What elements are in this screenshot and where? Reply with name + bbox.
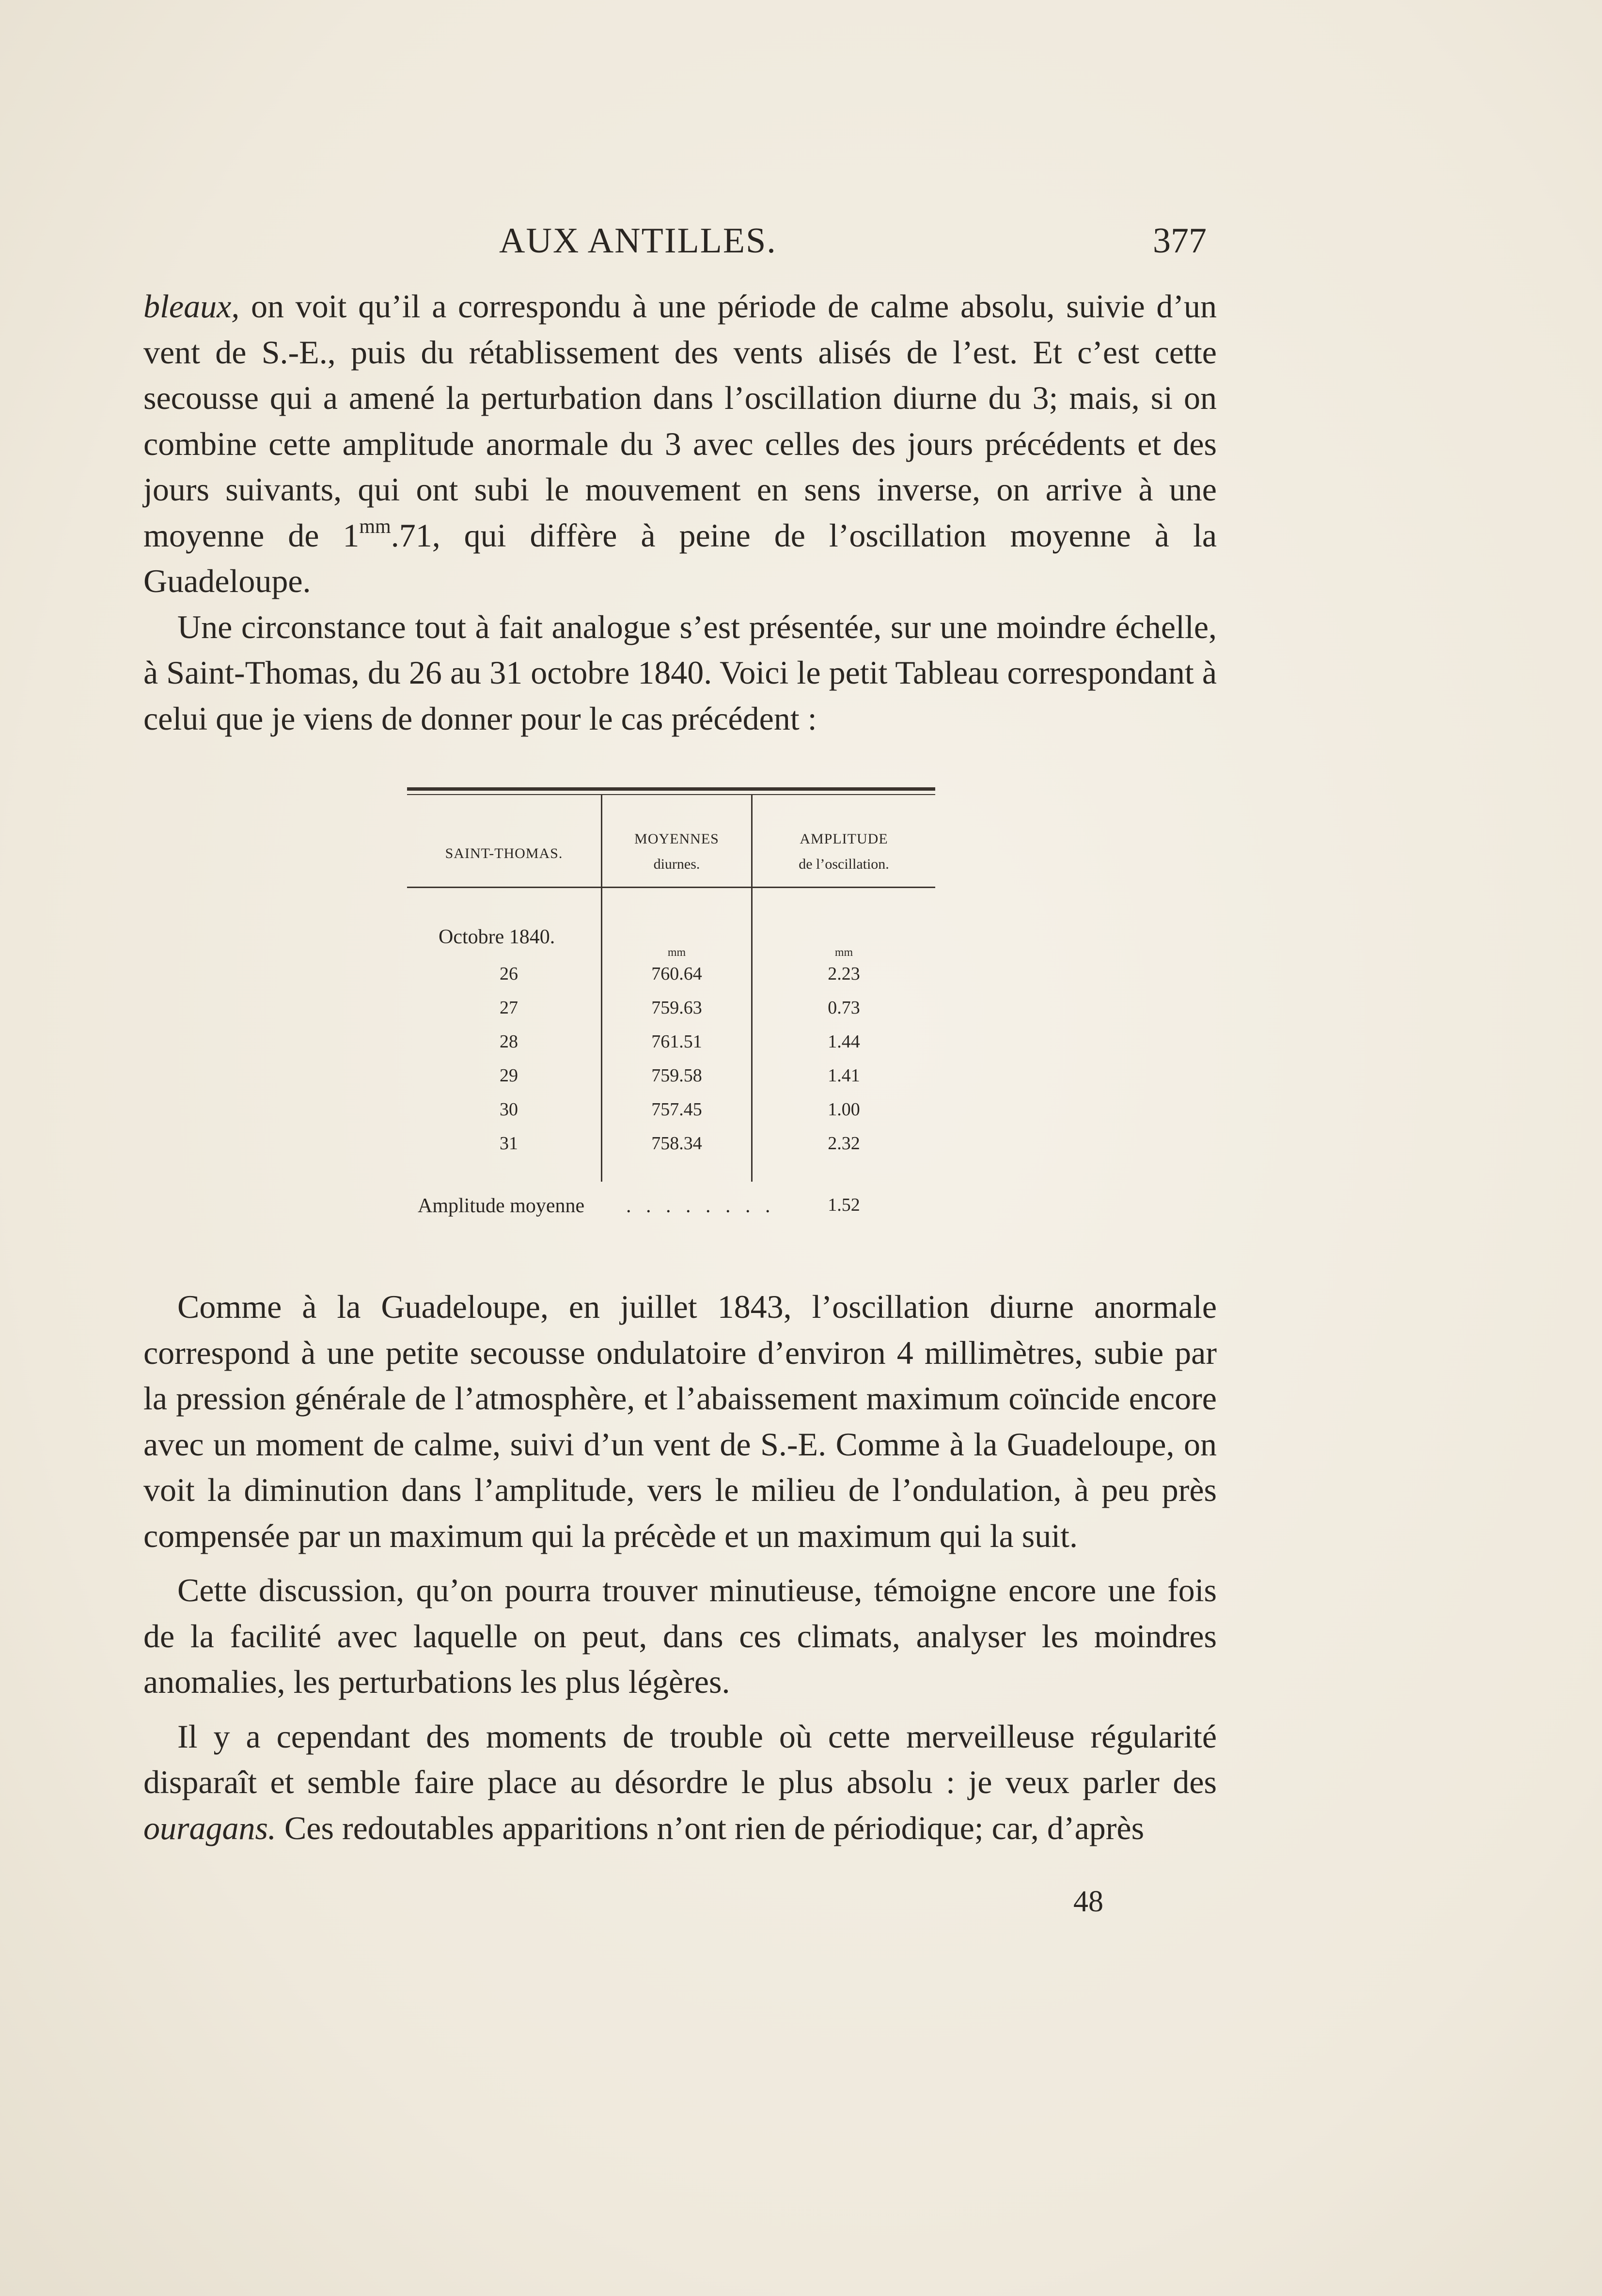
- table-row: [407, 1059, 935, 1093]
- table-summary-label: Amplitude moyenne: [418, 1195, 585, 1217]
- paragraph-1: [143, 283, 1217, 604]
- paragraph-3: Comme à la Guadeloupe, en juillet 1843, l’oscillation diurne anormale correspond à une petite secousse ondulatoire d’environ 4 millimètres, subie par la pression générale de l’atmosphère, et l’abaissement maximum coïncide encore avec un moment de calme, suivi d’un vent de S.-E. Comme à la Guadeloupe, on voit la diminution dans l’amplitude, vers le milieu de l’ondulation, à peu près compensée par un maximum qui la précède et un maximum qui la suit.: [143, 1288, 1217, 1554]
- table-header-station: SAINT-THOMAS.: [445, 845, 563, 861]
- table-cell-day: 31: [500, 1133, 518, 1154]
- table-cell-amplitude: 2.23: [828, 964, 860, 984]
- table-row: [407, 1025, 935, 1059]
- table-header-amplitude: AMPLITUDE: [800, 831, 888, 847]
- table-body: [407, 957, 935, 1160]
- table-header-rule: [407, 887, 935, 888]
- table-cell-day: 28: [500, 1031, 518, 1052]
- table-cell-mean: 761.51: [651, 1031, 702, 1052]
- running-title: AUX ANTILLES.: [499, 221, 777, 261]
- table-unit-amplitude: mm: [834, 946, 853, 959]
- table-cell-amplitude: 0.73: [828, 998, 860, 1018]
- table-unit-mean: mm: [667, 946, 686, 959]
- paragraph-5-text-b: Ces redoutables apparitions n’ont rien de périodique; car, d’après: [276, 1809, 1145, 1846]
- signature-mark: 48: [1073, 1885, 1103, 1918]
- paragraph-1-text-a: on voit qu’il a correspondu à une période de calme absolu, suivie d’un vent de S.-E., puis du rétablissement des vents alisés de l’est. Et c’est cette secousse qui a amené la perturbation dans l’oscillation diurne du 3; mais, si on combine cette amplitude anormale du 3 avec celles des jours précédents et des jours suivants, qui ont subi le mouvement en sens inverse, on arrive à une moyenne de 1: [143, 288, 1217, 554]
- paragraph-4: Cette discussion, qu’on pourra trouver minutieuse, témoigne encore une fois de la facilité avec laquelle on peut, dans ces climats, analyser les moindres anomalies, les perturbations les plus légères.: [143, 1572, 1217, 1700]
- table-row: [407, 1126, 935, 1160]
- paragraph-1-text-b: .71, qui diffère à peine de l’oscillation moyenne à la Guadeloupe.: [143, 516, 1217, 599]
- table-cell-day: 29: [500, 1065, 518, 1086]
- table-summary-leader: . . . . . . . .: [626, 1195, 775, 1217]
- table-month-label: Octobre 1840.: [439, 926, 555, 948]
- body-text-bottom: [143, 1284, 1217, 1851]
- table-cell-amplitude: 1.41: [828, 1065, 860, 1086]
- table-cell-day: 30: [500, 1099, 518, 1120]
- table-cell-amplitude: 1.00: [828, 1099, 860, 1120]
- paragraph-5-text-a: Il y a cependant des moments de trouble où cette merveilleuse régularité disparaît et semble faire place au désordre le plus absolu : je veux parler des: [143, 1718, 1217, 1800]
- table-cell-amplitude: 1.44: [828, 1031, 860, 1052]
- table-cell-mean: 758.34: [651, 1133, 702, 1154]
- table-cell-day: 26: [500, 964, 518, 984]
- table-cell-mean: 760.64: [651, 964, 702, 984]
- paragraph-5-italic: ouragans.: [143, 1809, 276, 1846]
- table-cell-mean: 757.45: [651, 1099, 702, 1120]
- table-row: [407, 991, 935, 1025]
- table-summary-row: [418, 1194, 935, 1228]
- table-header-means: MOYENNES: [634, 831, 719, 847]
- paragraph-2: Une circonstance tout à fait analogue s’est présentée, sur une moindre échelle, à Saint-Thomas, du 26 au 31 octobre 1840. Voici le petit Tableau correspondant à celui que je viens de donner pour le cas précédent :: [143, 608, 1217, 737]
- paragraph-5: [143, 1714, 1217, 1851]
- table-row: [407, 1093, 935, 1126]
- table-subheader-means: diurnes.: [653, 856, 700, 872]
- data-table: [407, 787, 935, 1233]
- paragraph-1-lead: bleaux,: [143, 288, 240, 325]
- running-header: [499, 220, 1207, 279]
- table-cell-day: 27: [500, 998, 518, 1018]
- page-number: 377: [1153, 221, 1207, 261]
- table-top-rule-thin: [407, 794, 935, 795]
- table-cell-mean: 759.63: [651, 998, 702, 1018]
- paragraph-1-sup: mm: [359, 515, 391, 538]
- table-cell-mean: 759.58: [651, 1065, 702, 1086]
- table-subheader-amplitude: de l’oscillation.: [799, 856, 889, 872]
- table-summary-value: 1.52: [828, 1195, 860, 1215]
- table-cell-amplitude: 2.32: [828, 1133, 860, 1154]
- table-row: [407, 957, 935, 991]
- table-top-rule: [407, 787, 935, 791]
- body-text-top: [143, 283, 1217, 741]
